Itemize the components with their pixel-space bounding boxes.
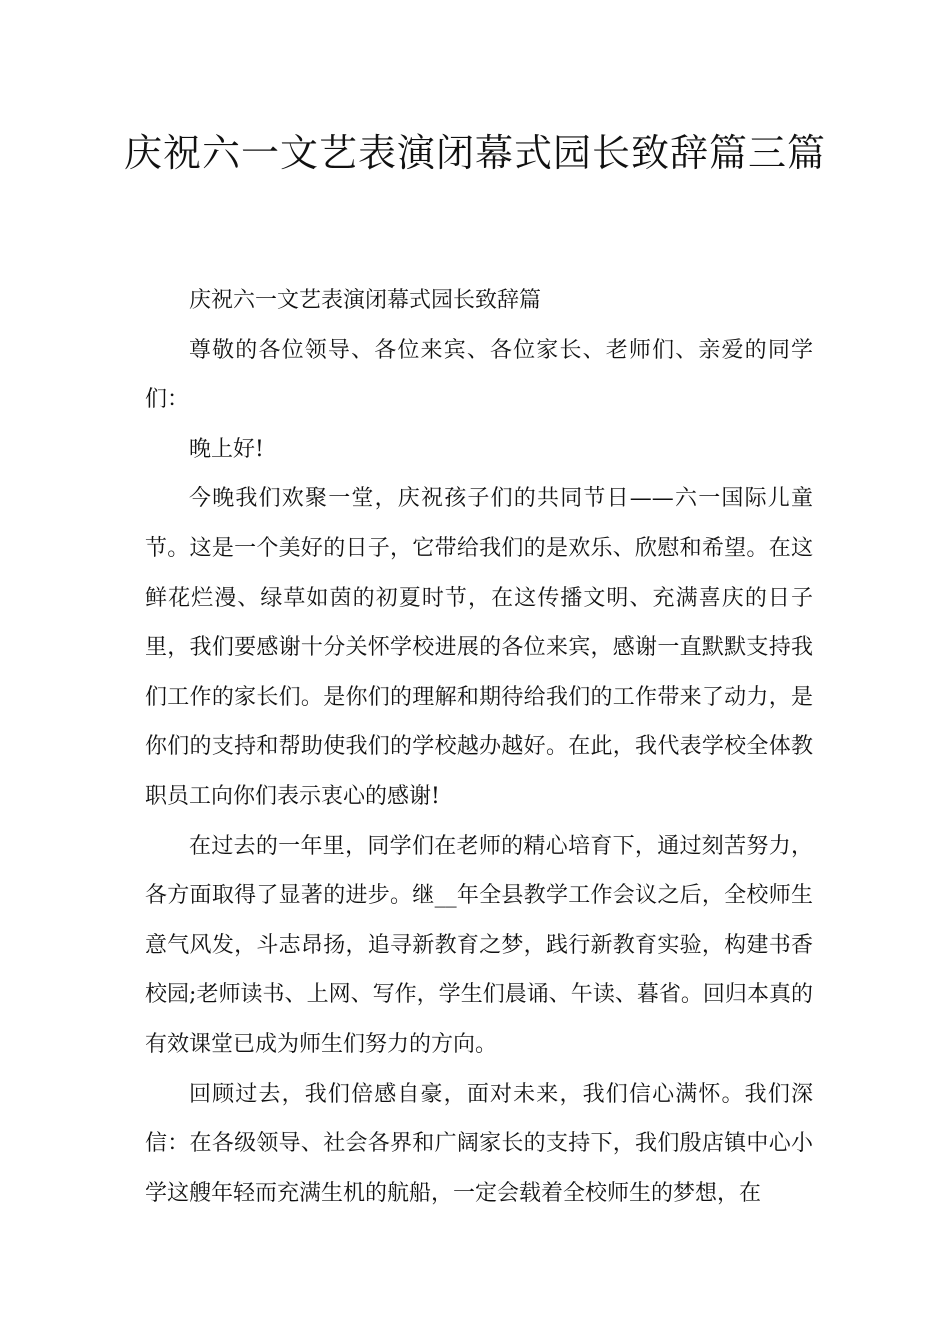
- document-body: [145, 276, 813, 1218]
- paragraph-salutation: 尊敬的各位领导、各位来宾、各位家长、老师们、亲爱的同学们：: [145, 337, 813, 413]
- paragraph-body: 回顾过去，我们倍感自豪，面对未来，我们信心满怀。我们深信：在各级领导、社会各界和广阔家长的支持下，我们殷店镇中心小学这艘年轻而充满生机的航船，一定会载着全校师生的梦想，在: [145, 1081, 813, 1206]
- document-title: 庆祝六一文艺表演闭幕式园长致辞篇三篇: [123, 131, 826, 175]
- paragraph-body: 在过去的一年里，同学们在老师的精心培育下，通过刻苦努力，各方面取得了显著的进步。继__年全县教学工作会议之后，全校师生意气风发，斗志昂扬，追寻新教育之梦，践行新教育实验，构建书香校园;老师读书、上网、写作，学生们晨诵、午读、暮省。回归本真的有效课堂已成为师生们努力的方向。: [145, 833, 813, 1057]
- paragraph-greeting: 晚上好!: [189, 436, 264, 462]
- paragraph-body: 今晚我们欢聚一堂，庆祝孩子们的共同节日——六一国际儿童节。这是一个美好的日子，它带给我们的是欢乐、欣慰和希望。在这鲜花烂漫、绿草如茵的初夏时节，在这传播文明、充满喜庆的日子里，我们要感谢十分关怀学校进展的各位来宾，感谢一直默默支持我们工作的家长们。是你们的理解和期待给我们的工作带来了动力，是你们的支持和帮助使我们的学校越办越好。在此，我代表学校全体教职员工向你们表示衷心的感谢!: [145, 486, 813, 809]
- paragraph-subtitle: 庆祝六一文艺表演闭幕式园长致辞篇: [189, 288, 542, 313]
